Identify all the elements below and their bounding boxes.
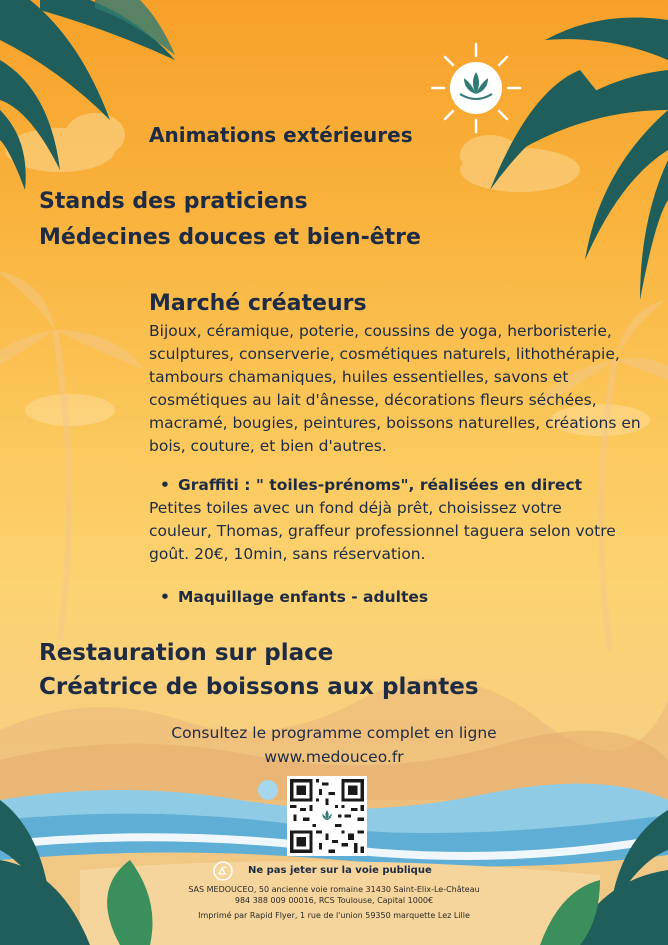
graffiti-title: • Graffiti : " toiles-prénoms", réalisées en direct <box>178 476 582 494</box>
footer-company-line-2: 984 388 009 00016, RCS Toulouse, Capital 1000€ <box>234 896 434 905</box>
stands-heading <box>39 184 421 256</box>
footer-company-line-1: SAS MEDOUCEO, 50 ancienne voie romaine 31430 Saint-Elix-Le-Château <box>188 885 480 894</box>
food-line-2: Créatrice de boissons aux plantes <box>39 674 479 700</box>
program-text: Consultez le programme complet en ligne <box>171 724 497 742</box>
stands-line-2: Médecines douces et bien-être <box>39 225 421 250</box>
program-url[interactable]: www.medouceo.fr <box>264 748 404 766</box>
stands-line-1: Stands des praticiens <box>39 189 308 214</box>
footer-printer: Imprimé par Rapid Flyer, 1 rue de l'union 59350 marquette Lez Lille <box>198 911 470 920</box>
recycle-icon <box>212 861 234 881</box>
food-heading <box>39 636 479 704</box>
market-description: Bijoux, céramique, poterie, coussins de yoga, herboristerie, sculptures, conserverie, cosmétiques naturels, lithothérapie, tambours chamaniques, huiles essentielles, savons et cosmétiques au lait d'ânesse, décorations fleurs séchées, macramé, bougies, peintures, boissons naturelles, créations en bois, couture, et bien d'autres. <box>149 322 641 455</box>
market-title: Marché créateurs <box>149 291 367 316</box>
footer-notice: Ne pas jeter sur la voie publique <box>248 865 432 876</box>
lotus-logo-icon <box>430 42 522 134</box>
page-title: Animations extérieures <box>149 123 413 147</box>
food-line-1: Restauration sur place <box>39 640 334 666</box>
graffiti-description: Petites toiles avec un fond déjà prêt, choisissez votre couleur, Thomas, graffeur professionnel taguera selon votre goût. 20€, 10min, sans réservation. <box>149 499 616 563</box>
makeup-title: • Maquillage enfants - adultes <box>178 588 428 606</box>
qr-code-icon[interactable] <box>287 776 367 856</box>
